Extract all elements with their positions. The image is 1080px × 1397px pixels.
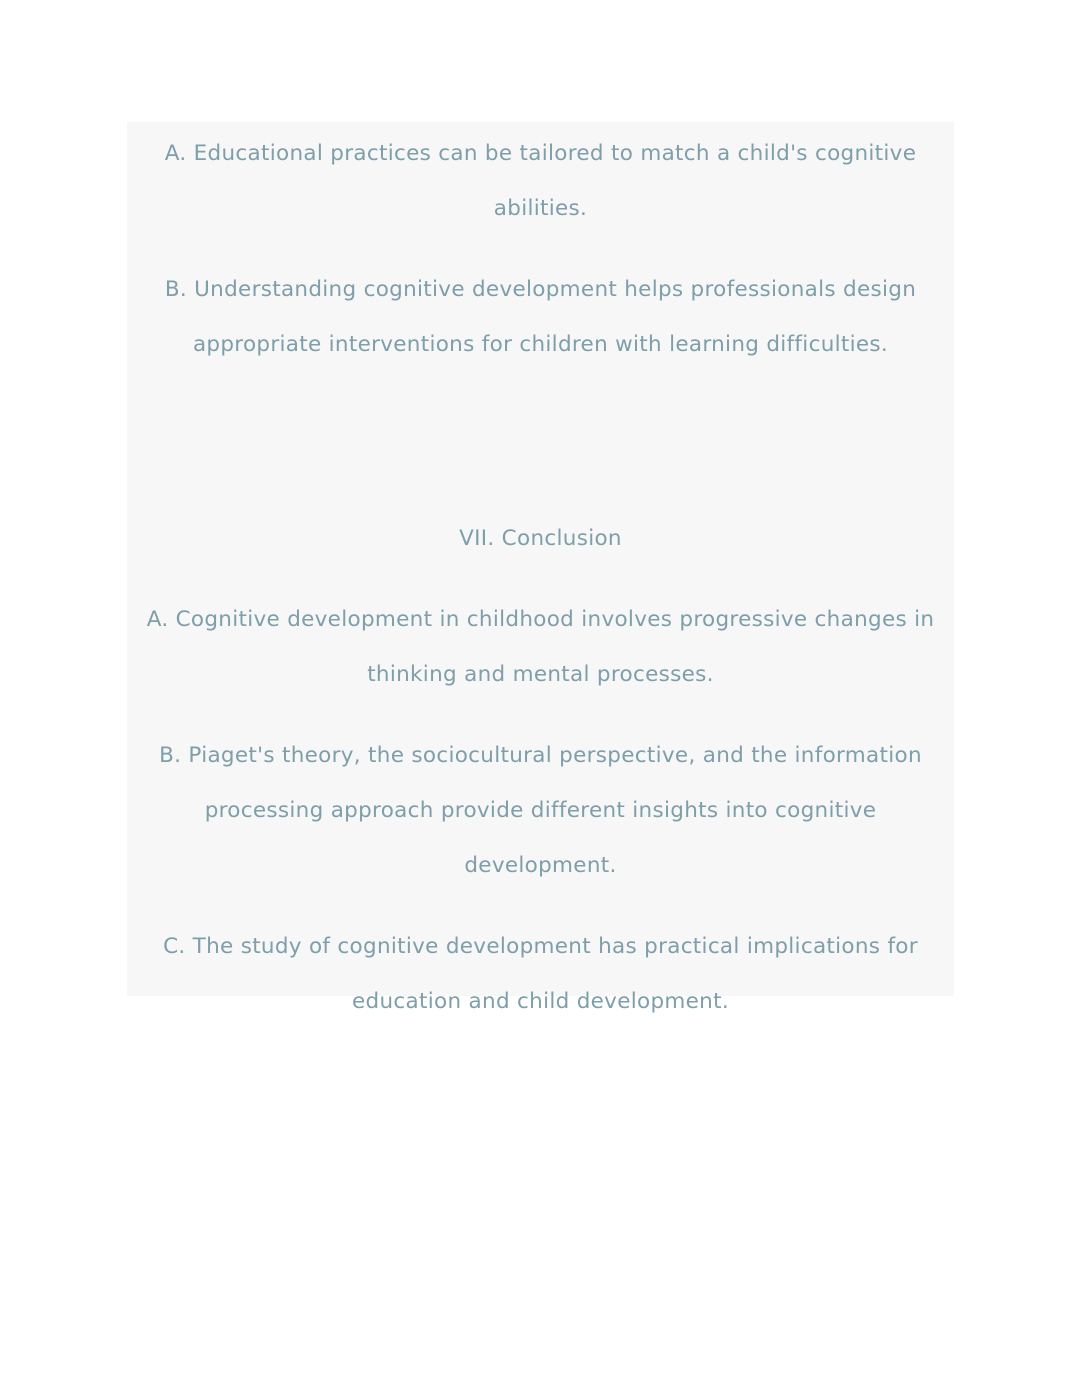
outline-item-conclusion-a: A. Cognitive development in childhood involves progressive changes in thinking and mental processes. xyxy=(146,607,935,687)
document-content-block xyxy=(127,122,954,1014)
outline-item-conclusion-b: B. Piaget's theory, the sociocultural perspective, and the information processing approach provide different insights into cognitive development. xyxy=(159,743,922,878)
outline-item-conclusion-c: C. The study of cognitive development has practical implications for education and child development. xyxy=(163,934,918,1014)
section-heading-conclusion: VII. Conclusion xyxy=(459,526,622,551)
heading-spacer xyxy=(127,566,954,592)
section-spacer xyxy=(127,372,954,511)
outline-item-implications-a: A. Educational practices can be tailored to match a child's cognitive abilities. xyxy=(164,141,917,221)
outline-item-implications-b: B. Understanding cognitive development helps professionals design appropriate interventions for children with learning difficulties. xyxy=(164,277,917,357)
